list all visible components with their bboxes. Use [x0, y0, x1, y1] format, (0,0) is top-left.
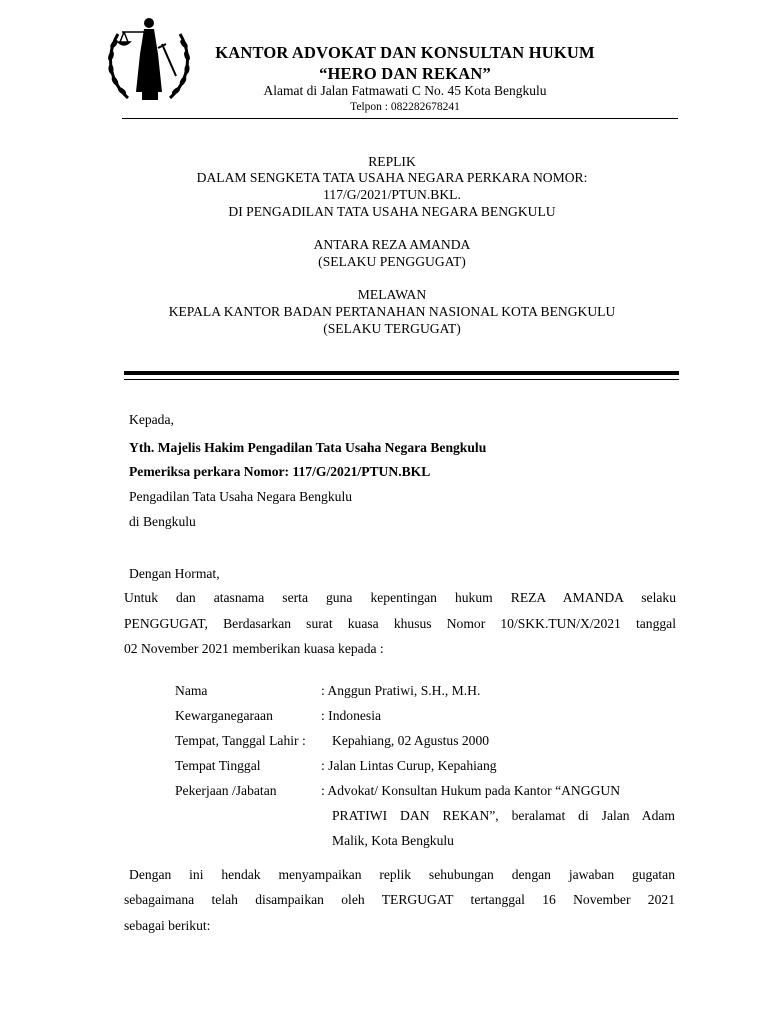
intro-paragraph-line-3: 02 November 2021 memberikan kuasa kepada : [124, 641, 384, 656]
intro-paragraph-line-2: PENGGUGAT, Berdasarkan surat kuasa khusus Nomor 10/SKK.TUN/X/2021 tanggal [124, 616, 676, 631]
letterhead-divider [122, 118, 678, 119]
ttl-label: Tempat, Tanggal Lahir : [175, 733, 306, 748]
addressee-kepada: Kepada, [129, 412, 174, 427]
closing-paragraph-line-2: sebagaimana telah disampaikan oleh TERGUGAT tertanggal 16 November 2021 [124, 892, 675, 907]
nama-label: Nama [175, 683, 208, 698]
nama-value: : Anggun Pratiwi, S.H., M.H. [321, 683, 481, 698]
doc-title: REPLIK [368, 154, 416, 169]
defendant-role: (SELAKU TERGUGAT) [323, 321, 461, 336]
title-divider-thin [124, 379, 679, 380]
closing-paragraph-line-3: sebagai berikut: [124, 918, 211, 933]
case-number: 117/G/2021/PTUN.BKL. [323, 187, 461, 202]
kewarganegaraan-label: Kewarganegaraan [175, 708, 273, 723]
intro-paragraph-line-1: Untuk dan atasnama serta guna kepentingan hukum REZA AMANDA selaku [124, 590, 676, 605]
addressee-line-4: di Bengkulu [129, 514, 196, 529]
ttl-value: Kepahiang, 02 Agustus 2000 [332, 733, 490, 748]
pekerjaan-value-line-3: Malik, Kota Bengkulu [332, 833, 454, 848]
closing-paragraph-line-1: Dengan ini hendak menyampaikan replik sehubungan dengan jawaban gugatan [129, 867, 675, 882]
plaintiff-role: (SELAKU PENGGUGAT) [318, 254, 466, 269]
addressee-line-2: Pemeriksa perkara Nomor: 117/G/2021/PTUN.BKL [129, 464, 431, 479]
addressee-line-1: Yth. Majelis Hakim Pengadilan Tata Usaha Negara Bengkulu [129, 440, 487, 455]
addressee-line-3: Pengadilan Tata Usaha Negara Bengkulu [129, 489, 353, 504]
greeting: Dengan Hormat, [129, 566, 220, 581]
pekerjaan-value-line-2: PRATIWI DAN REKAN”, beralamat di Jalan Adam [332, 808, 675, 823]
versus-label: MELAWAN [357, 287, 427, 302]
tinggal-label: Tempat Tinggal [175, 758, 261, 773]
pekerjaan-label: Pekerjaan /Jabatan [175, 783, 277, 798]
defendant-name: KEPALA KANTOR BADAN PERTANAHAN NASIONAL KOTA BENGKULU [168, 304, 616, 319]
law-firm-logo [104, 14, 194, 106]
firm-phone: Telpon : 082282678241 [350, 101, 460, 113]
doc-subtitle-1: DALAM SENGKETA TATA USAHA NEGARA PERKARA NOMOR: [196, 170, 588, 185]
title-divider-thick [124, 371, 679, 375]
firm-address: Alamat di Jalan Fatmawati C No. 45 Kota Bengkulu [263, 83, 547, 98]
firm-tagline: “HERO DAN REKAN” [319, 64, 491, 83]
kewarganegaraan-value: : Indonesia [321, 708, 382, 723]
court-name: DI PENGADILAN TATA USAHA NEGARA BENGKULU [228, 204, 556, 219]
justice-lady-wreath-icon [104, 14, 194, 106]
plaintiff-name: ANTARA REZA AMANDA [313, 237, 471, 252]
firm-name: KANTOR ADVOKAT DAN KONSULTAN HUKUM [215, 43, 595, 62]
pekerjaan-value-line-1: : Advokat/ Konsultan Hukum pada Kantor “ANGGUN [321, 783, 621, 798]
tinggal-value: : Jalan Lintas Curup, Kepahiang [321, 758, 497, 773]
